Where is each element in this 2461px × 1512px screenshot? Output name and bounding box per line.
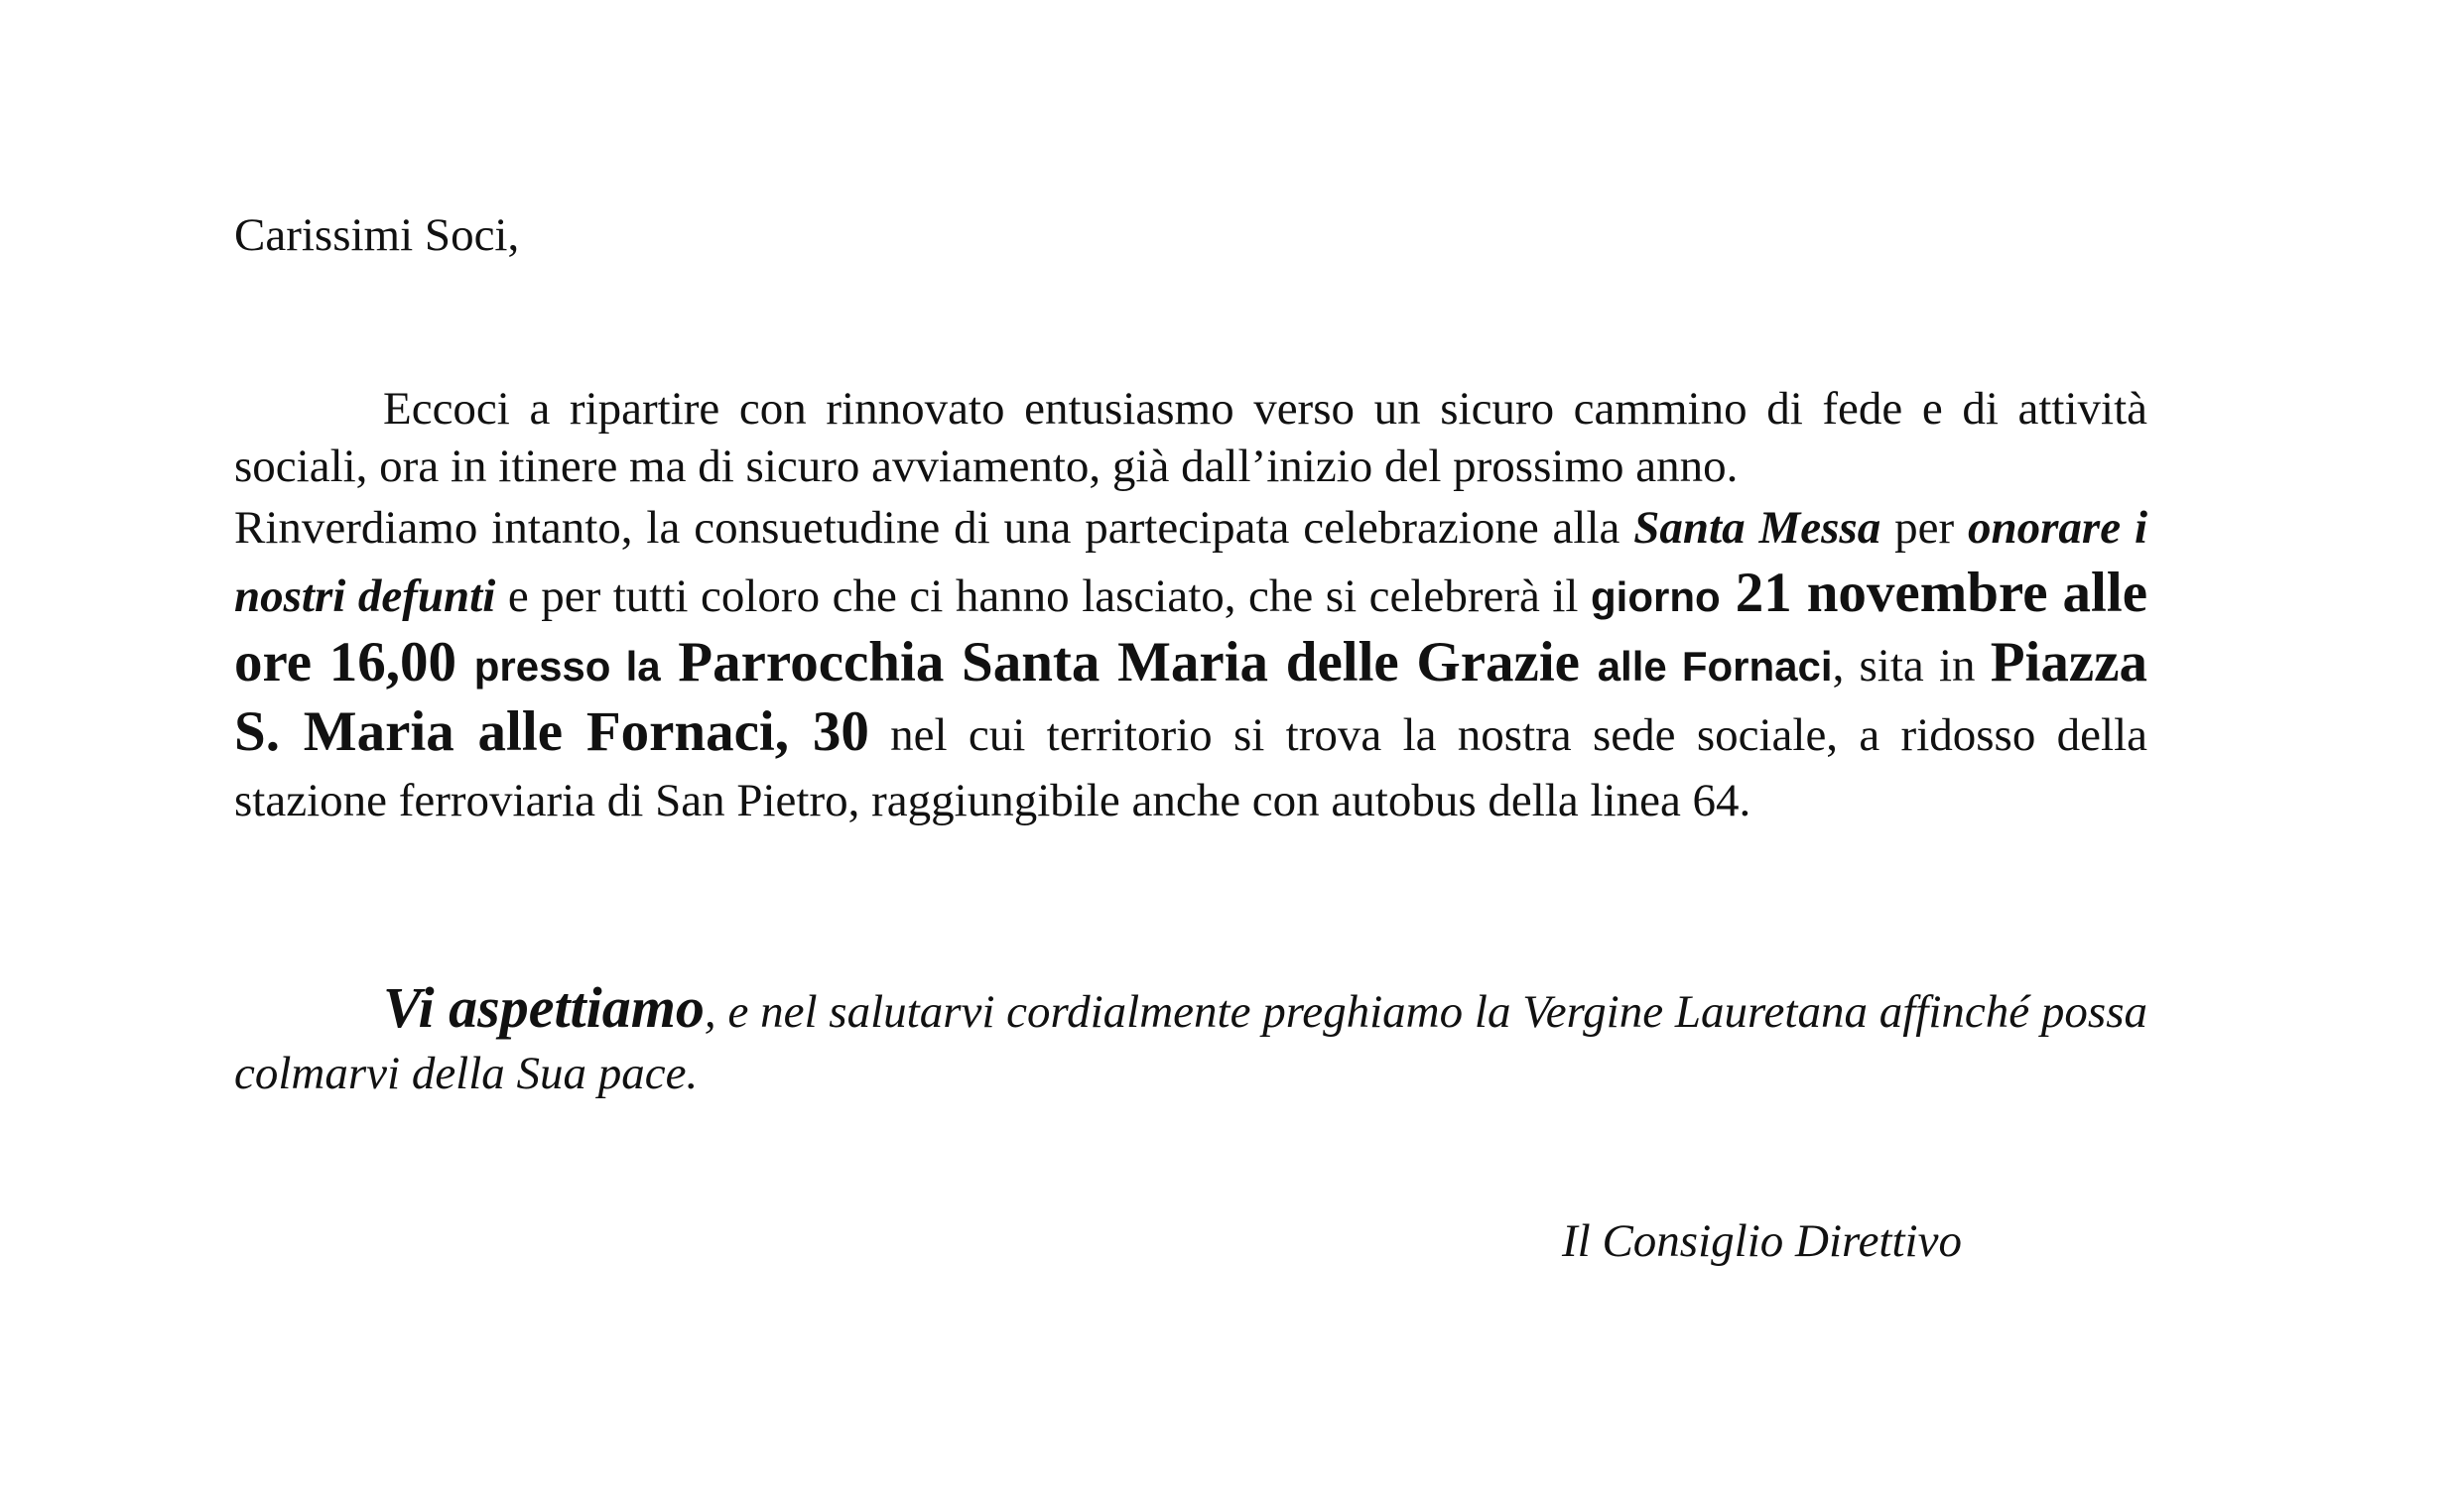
paragraph-announcement [234, 495, 2147, 833]
sita-in-text: , sita in [1832, 640, 1991, 692]
letter-body [234, 380, 2147, 833]
closing-paragraph [234, 977, 2147, 1104]
presso-la-label: presso la [473, 643, 661, 690]
event-date-time: 21 novembre alle ore 16,00 [234, 562, 2147, 693]
signature: Il Consiglio Direttivo [1562, 1215, 1962, 1267]
giorno-label: giorno [1591, 573, 1721, 620]
salutation: Carissimi Soci, [234, 209, 520, 261]
event-address: Piazza S. Maria alle Fornaci, 30 [234, 631, 2147, 763]
closing-text: , e nel salutarvi cordialmente preghiamo la Vergine Lauretana affinché possa colmarvi della Sua pace. [234, 986, 2147, 1099]
announcement-intro: Rinverdiamo intanto, la consuetudine di una partecipata celebrazione alla [234, 502, 1634, 554]
parish-name: Parrocchia Santa Maria delle Grazie [660, 631, 1598, 693]
onorare-defunti-emphasis: onorare i nostri defunti [234, 502, 2147, 622]
announcement-rest: nel cui territorio si trova la nostra sede sociale, a ridosso della stazione ferroviaria di San Pietro, raggiungibile anche con autobus della linea 64. [234, 709, 2148, 826]
vi-aspettiamo-emphasis: Vi aspettiamo [383, 975, 705, 1040]
santa-messa-emphasis: Santa Messa [1633, 502, 1881, 554]
announcement-per: per [1880, 502, 1968, 554]
paragraph-intro-text: Eccoci a ripartire con rinnovato entusiasmo verso un sicuro cammino di fede e di attività sociali, ora in itinere ma di sicuro avviamento, già dall’inizio del prossimo anno. [234, 383, 2147, 492]
alle-fornaci-label: alle Fornaci [1597, 643, 1833, 690]
announcement-mid: e per tutti coloro che ci hanno lasciato, che si celebrerà il [495, 570, 1592, 622]
paragraph-intro [234, 380, 2147, 495]
